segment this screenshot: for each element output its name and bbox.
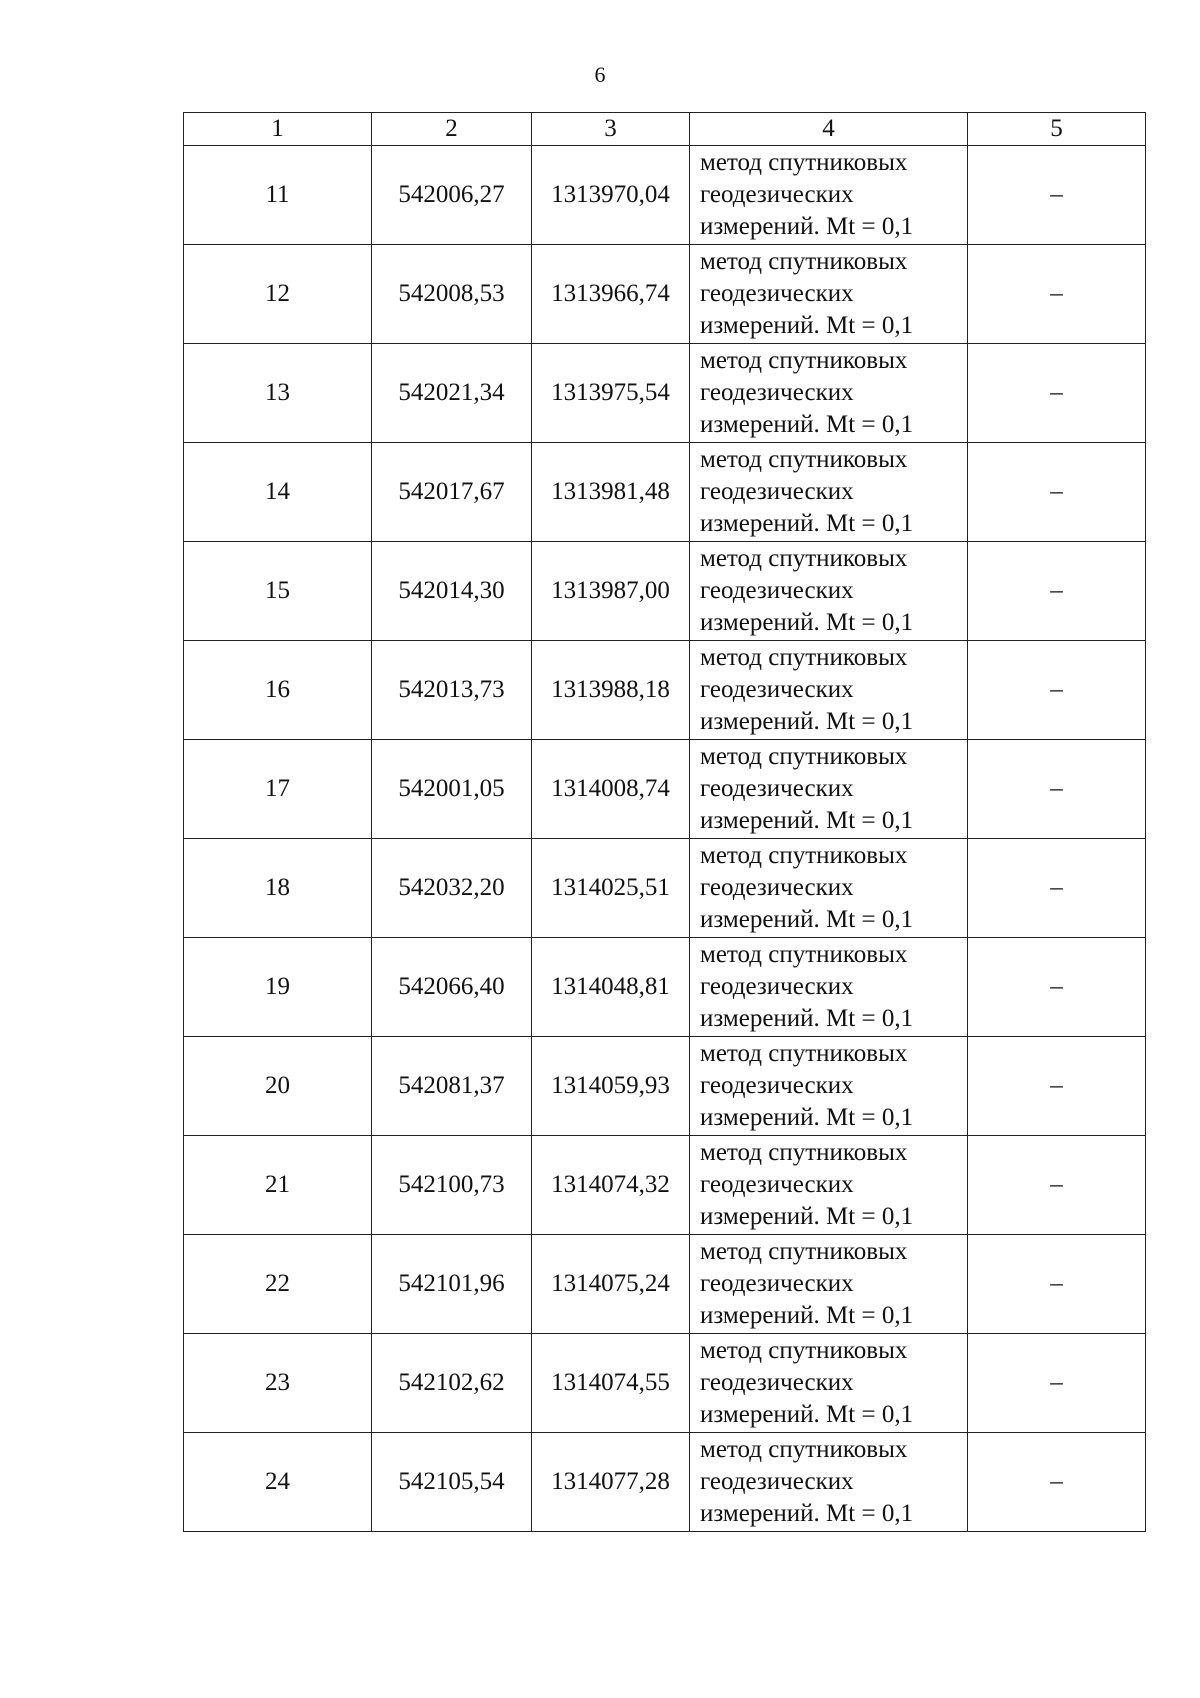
header-row	[184, 113, 1146, 146]
point-number-cell: 13	[184, 344, 372, 443]
method-description-line: измерений. Mt = 0,1	[700, 1104, 914, 1131]
table-row	[184, 641, 1146, 740]
point-number-cell: 15	[184, 542, 372, 641]
method-description-line: измерений. Mt = 0,1	[700, 807, 914, 834]
point-number-cell: 11	[184, 146, 372, 245]
table-row	[184, 542, 1146, 641]
table-row	[184, 1433, 1146, 1532]
point-number-cell: 21	[184, 1136, 372, 1235]
method-description-line: измерений. Mt = 0,1	[700, 510, 914, 537]
method-description-line: метод спутниковых	[700, 941, 908, 968]
method-description-cell	[690, 542, 968, 641]
method-description-line: геодезических	[700, 181, 854, 208]
header-cell-3: 3	[532, 113, 690, 146]
point-number-cell: 22	[184, 1235, 372, 1334]
y-coordinate-cell: 1314075,24	[532, 1235, 690, 1334]
note-cell: –	[968, 740, 1146, 839]
method-description-line: измерений. Mt = 0,1	[700, 213, 914, 240]
coordinates-table	[183, 112, 1146, 1532]
method-description-line: геодезических	[700, 775, 854, 802]
x-coordinate-cell: 542101,96	[372, 1235, 532, 1334]
y-coordinate-cell: 1313966,74	[532, 245, 690, 344]
x-coordinate-cell: 542081,37	[372, 1037, 532, 1136]
y-coordinate-cell: 1313987,00	[532, 542, 690, 641]
note-cell: –	[968, 542, 1146, 641]
note-cell: –	[968, 245, 1146, 344]
method-description-line: метод спутниковых	[700, 1337, 908, 1364]
table-row	[184, 740, 1146, 839]
x-coordinate-cell: 542014,30	[372, 542, 532, 641]
note-cell: –	[968, 443, 1146, 542]
method-description-line: геодезических	[700, 676, 854, 703]
point-number-cell: 19	[184, 938, 372, 1037]
method-description-line: геодезических	[700, 1270, 854, 1297]
y-coordinate-cell: 1313970,04	[532, 146, 690, 245]
method-description-line: геодезических	[700, 1072, 854, 1099]
point-number-cell: 16	[184, 641, 372, 740]
method-description-line: геодезических	[700, 1468, 854, 1495]
point-number-cell: 17	[184, 740, 372, 839]
method-description-line: измерений. Mt = 0,1	[700, 708, 914, 735]
method-description-line: измерений. Mt = 0,1	[700, 411, 914, 438]
note-cell: –	[968, 146, 1146, 245]
table-row	[184, 1235, 1146, 1334]
method-description-line: измерений. Mt = 0,1	[700, 1401, 914, 1428]
y-coordinate-cell: 1314048,81	[532, 938, 690, 1037]
y-coordinate-cell: 1314059,93	[532, 1037, 690, 1136]
header-cell-1: 1	[184, 113, 372, 146]
method-description-line: метод спутниковых	[700, 248, 908, 275]
method-description-cell	[690, 146, 968, 245]
y-coordinate-cell: 1314008,74	[532, 740, 690, 839]
method-description-cell	[690, 1235, 968, 1334]
point-number-cell: 12	[184, 245, 372, 344]
method-description-line: метод спутниковых	[700, 1040, 908, 1067]
header-cell-5: 5	[968, 113, 1146, 146]
method-description-line: метод спутниковых	[700, 1436, 908, 1463]
x-coordinate-cell: 542102,62	[372, 1334, 532, 1433]
method-description-line: измерений. Mt = 0,1	[700, 1005, 914, 1032]
y-coordinate-cell: 1313988,18	[532, 641, 690, 740]
table-row	[184, 938, 1146, 1037]
x-coordinate-cell: 542021,34	[372, 344, 532, 443]
point-number-cell: 18	[184, 839, 372, 938]
y-coordinate-cell: 1314077,28	[532, 1433, 690, 1532]
method-description-line: метод спутниковых	[700, 644, 908, 671]
y-coordinate-cell: 1313981,48	[532, 443, 690, 542]
point-number-cell: 24	[184, 1433, 372, 1532]
method-description-line: измерений. Mt = 0,1	[700, 1302, 914, 1329]
x-coordinate-cell: 542001,05	[372, 740, 532, 839]
x-coordinate-cell: 542105,54	[372, 1433, 532, 1532]
x-coordinate-cell: 542006,27	[372, 146, 532, 245]
y-coordinate-cell: 1314074,32	[532, 1136, 690, 1235]
method-description-cell	[690, 443, 968, 542]
method-description-line: метод спутниковых	[700, 347, 908, 374]
method-description-line: метод спутниковых	[700, 149, 908, 176]
method-description-cell	[690, 1037, 968, 1136]
page-number: 6	[594, 62, 606, 87]
note-cell: –	[968, 938, 1146, 1037]
table-row	[184, 1037, 1146, 1136]
method-description-cell	[690, 344, 968, 443]
method-description-cell	[690, 1433, 968, 1532]
method-description-line: метод спутниковых	[700, 1238, 908, 1265]
method-description-line: геодезических	[700, 1369, 854, 1396]
method-description-line: геодезических	[700, 577, 854, 604]
table-row	[184, 245, 1146, 344]
method-description-line: измерений. Mt = 0,1	[700, 312, 914, 339]
note-cell: –	[968, 1136, 1146, 1235]
y-coordinate-cell: 1314074,55	[532, 1334, 690, 1433]
table-row	[184, 146, 1146, 245]
point-number-cell: 14	[184, 443, 372, 542]
method-description-line: геодезических	[700, 874, 854, 901]
note-cell: –	[968, 344, 1146, 443]
y-coordinate-cell: 1314025,51	[532, 839, 690, 938]
x-coordinate-cell: 542066,40	[372, 938, 532, 1037]
point-number-cell: 20	[184, 1037, 372, 1136]
method-description-line: геодезических	[700, 973, 854, 1000]
note-cell: –	[968, 641, 1146, 740]
header-cell-2: 2	[372, 113, 532, 146]
note-cell: –	[968, 1334, 1146, 1433]
method-description-line: геодезических	[700, 1171, 854, 1198]
x-coordinate-cell: 542017,67	[372, 443, 532, 542]
method-description-cell	[690, 839, 968, 938]
table-body	[184, 146, 1146, 1532]
method-description-cell	[690, 1334, 968, 1433]
table-row	[184, 1136, 1146, 1235]
x-coordinate-cell: 542013,73	[372, 641, 532, 740]
y-coordinate-cell: 1313975,54	[532, 344, 690, 443]
table-row	[184, 344, 1146, 443]
method-description-cell	[690, 641, 968, 740]
method-description-line: метод спутниковых	[700, 446, 908, 473]
note-cell: –	[968, 1037, 1146, 1136]
table-row	[184, 839, 1146, 938]
x-coordinate-cell: 542008,53	[372, 245, 532, 344]
method-description-line: геодезических	[700, 280, 854, 307]
method-description-line: измерений. Mt = 0,1	[700, 1500, 914, 1527]
header-cell-4: 4	[690, 113, 968, 146]
method-description-line: метод спутниковых	[700, 545, 908, 572]
x-coordinate-cell: 542032,20	[372, 839, 532, 938]
method-description-line: метод спутниковых	[700, 1139, 908, 1166]
note-cell: –	[968, 839, 1146, 938]
note-cell: –	[968, 1433, 1146, 1532]
method-description-cell	[690, 1136, 968, 1235]
method-description-line: геодезических	[700, 379, 854, 406]
method-description-cell	[690, 740, 968, 839]
method-description-line: метод спутниковых	[700, 842, 908, 869]
method-description-line: измерений. Mt = 0,1	[700, 906, 914, 933]
method-description-line: метод спутниковых	[700, 743, 908, 770]
x-coordinate-cell: 542100,73	[372, 1136, 532, 1235]
point-number-cell: 23	[184, 1334, 372, 1433]
note-cell: –	[968, 1235, 1146, 1334]
table-row	[184, 1334, 1146, 1433]
method-description-line: геодезических	[700, 478, 854, 505]
method-description-cell	[690, 938, 968, 1037]
method-description-line: измерений. Mt = 0,1	[700, 1203, 914, 1230]
table-row	[184, 443, 1146, 542]
method-description-line: измерений. Mt = 0,1	[700, 609, 914, 636]
method-description-cell	[690, 245, 968, 344]
